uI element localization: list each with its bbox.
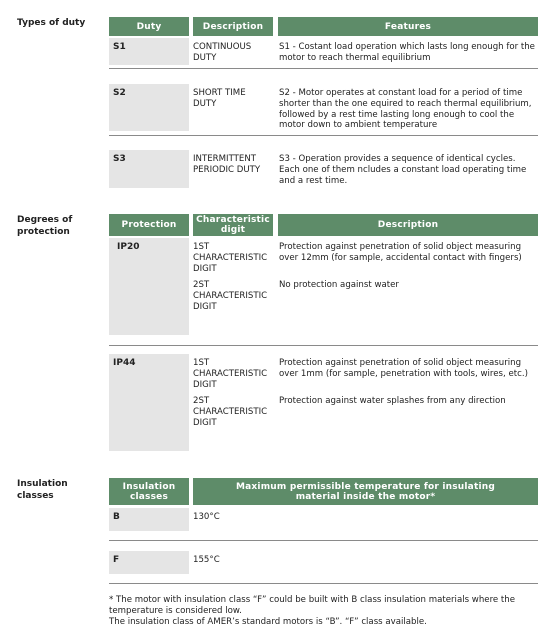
protection-header-description: Description <box>278 214 538 236</box>
duty-code-s3: S3 <box>113 154 126 164</box>
protection-header-characteristic-digit: Characteristic digit <box>193 214 273 236</box>
section-label-types-of-duty: Types of duty <box>17 18 86 28</box>
protection-code-ip20: IP20 <box>117 242 140 252</box>
row-divider <box>109 345 538 346</box>
section-label-degrees-of-protection: Degrees of protection <box>17 215 73 237</box>
protection-description-ip44-2: Protection against water splashes from any direction <box>279 396 506 406</box>
insulation-code-f: F <box>113 555 120 565</box>
row-divider <box>109 540 538 541</box>
protection-code-ip44: IP44 <box>113 358 136 368</box>
duty-description-s2: SHORT TIME DUTY <box>193 88 246 109</box>
protection-row-code-cell <box>109 354 189 451</box>
duty-description-s3: INTERMITTENT PERIODIC DUTY <box>193 154 261 175</box>
duty-features-s3: S3 - Operation provides a sequence of identical cycles. Each one of them ncludes a constant load operating time and a rest time. <box>279 154 527 186</box>
insulation-row-code-cell <box>109 508 189 531</box>
insulation-row-code-cell <box>109 551 189 574</box>
duty-features-s2: S2 - Motor operates at constant load for a period of time shorter than the one equired to reach thermal equilibrium, followed by a rest time lasting long enough to cool the motor down to ambient temperature <box>279 88 532 131</box>
insulation-header-max-temperature: Maximum permissible temperature for insulating material inside the motor* <box>193 478 538 505</box>
protection-digit-ip44-1: 1ST CHARACTERISTIC DIGIT <box>193 358 268 390</box>
duty-header-duty: Duty <box>109 17 189 36</box>
insulation-temperature-f: 155°C <box>193 555 220 565</box>
protection-digit-ip20-2: 2ST CHARACTERISTIC DIGIT <box>193 280 268 312</box>
protection-row-code-cell <box>109 238 189 335</box>
duty-code-s2: S2 <box>113 88 126 98</box>
protection-digit-ip44-2: 2ST CHARACTERISTIC DIGIT <box>193 396 268 428</box>
duty-header-features: Features <box>278 17 538 36</box>
duty-description-s1: CONTINUOUS DUTY <box>193 42 252 63</box>
protection-description-ip20-2: No protection against water <box>279 280 399 290</box>
footnote-line-1: * The motor with insulation class “F” could be built with B class insulation materials where the temperature is considered low. <box>109 595 516 616</box>
protection-header-protection: Protection <box>109 214 189 236</box>
duty-code-s1: S1 <box>113 42 126 52</box>
insulation-temperature-b: 130°C <box>193 512 220 522</box>
row-divider <box>109 583 538 584</box>
duty-features-s1: S1 - Costant load operation which lasts long enough for the motor to reach thermal equilibrium <box>279 42 535 63</box>
protection-description-ip44-1: Protection against penetration of solid object measuring over 1mm (for sample, penetration with tools, wires, etc.) <box>279 358 528 379</box>
insulation-code-b: B <box>113 512 120 522</box>
protection-digit-ip20-1: 1ST CHARACTERISTIC DIGIT <box>193 242 268 274</box>
footnote-line-2: The insulation class of AMER’s standard motors is “B”. “F” class available. <box>109 617 427 627</box>
duty-header-description: Description <box>193 17 273 36</box>
protection-description-ip20-1: Protection against penetration of solid object measuring over 12mm (for sample, accidental contact with fingers) <box>279 242 522 263</box>
insulation-header-classes: Insulation classes <box>109 478 189 505</box>
row-divider <box>109 68 538 69</box>
row-divider <box>109 135 538 136</box>
section-label-insulation-classes: Insulation classes <box>17 479 68 501</box>
